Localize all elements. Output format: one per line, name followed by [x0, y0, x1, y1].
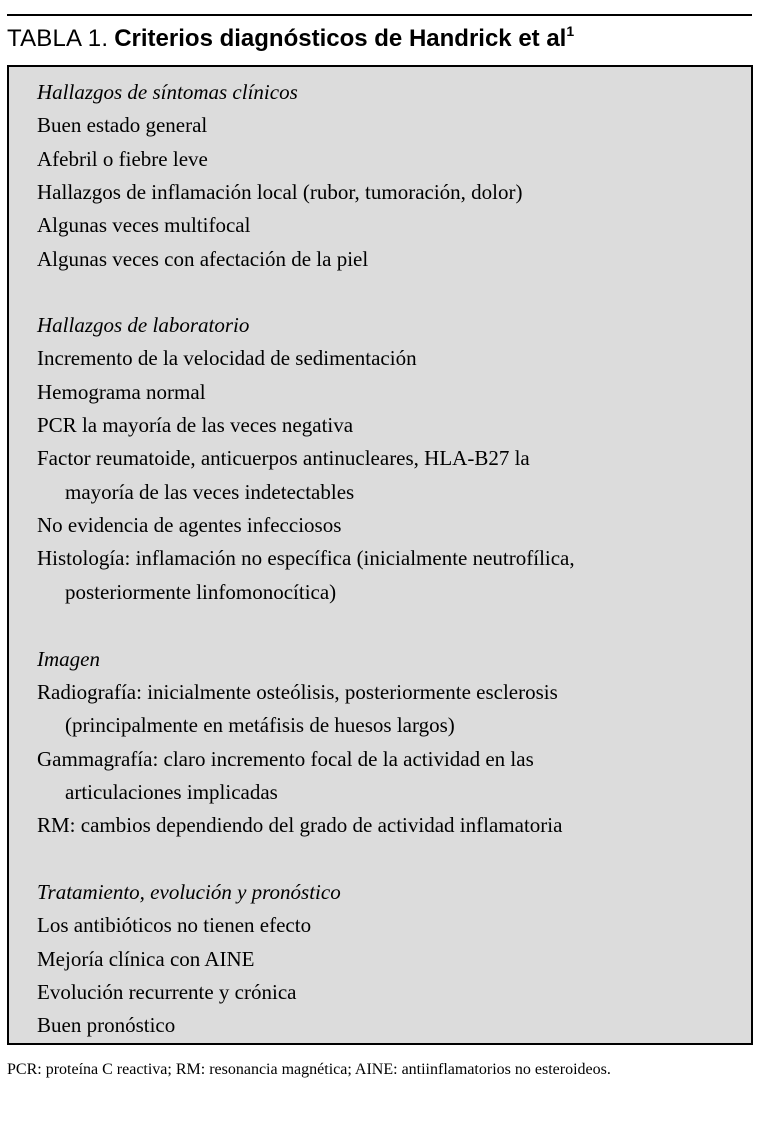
list-item: Factor reumatoide, anticuerpos antinucleares, HLA-B27 la [37, 446, 530, 470]
list-item: Mejoría clínica con AINE [37, 947, 255, 971]
list-item: Afebril o fiebre leve [37, 147, 208, 171]
list-item: Gammagrafía: claro incremento focal de la actividad en las [37, 747, 534, 771]
list-item: Hemograma normal [37, 380, 206, 404]
list-item: PCR la mayoría de las veces negativa [37, 413, 354, 437]
list-item: Radiografía: inicialmente osteólisis, posteriormente esclerosis [37, 680, 558, 704]
criteria-box [7, 65, 753, 1045]
list-item: RM: cambios dependiendo del grado de actividad inflamatoria [37, 813, 563, 837]
section-heading-laboratory: Hallazgos de laboratorio [37, 313, 250, 337]
list-item: Algunas veces con afectación de la piel [37, 247, 369, 271]
footnote: PCR: proteína C reactiva; RM: resonancia magnética; AINE: antiinflamatorios no esteroideos. [7, 1061, 611, 1078]
list-item: Evolución recurrente y crónica [37, 980, 297, 1004]
list-item: Algunas veces multifocal [37, 213, 251, 237]
table-title [7, 19, 574, 59]
section-heading-clinical: Hallazgos de síntomas clínicos [37, 80, 298, 104]
list-item-continuation: articulaciones implicadas [65, 780, 278, 804]
list-item: Histología: inflamación no específica (inicialmente neutrofílica, [37, 546, 575, 570]
list-item-continuation: posteriormente linfomonocítica) [65, 580, 337, 604]
list-item: Hallazgos de inflamación local (rubor, tumoración, dolor) [37, 180, 523, 204]
list-item: No evidencia de agentes infecciosos [37, 513, 342, 537]
top-rule [7, 14, 752, 16]
list-item: Buen pronóstico [37, 1013, 176, 1037]
section-heading-imaging: Imagen [37, 647, 100, 671]
list-item-continuation: (principalmente en metáfisis de huesos largos) [65, 713, 455, 737]
section-heading-treatment: Tratamiento, evolución y pronóstico [37, 880, 341, 904]
list-item: Incremento de la velocidad de sedimentación [37, 346, 417, 370]
list-item: Los antibióticos no tienen efecto [37, 913, 312, 937]
reference-superscript: 1 [566, 23, 575, 39]
table-title-text: Criterios diagnósticos de Handrick et al [114, 25, 567, 52]
list-item-continuation: mayoría de las veces indetectables [65, 480, 355, 504]
table-label: TABLA 1. [7, 25, 109, 52]
list-item: Buen estado general [37, 113, 208, 137]
